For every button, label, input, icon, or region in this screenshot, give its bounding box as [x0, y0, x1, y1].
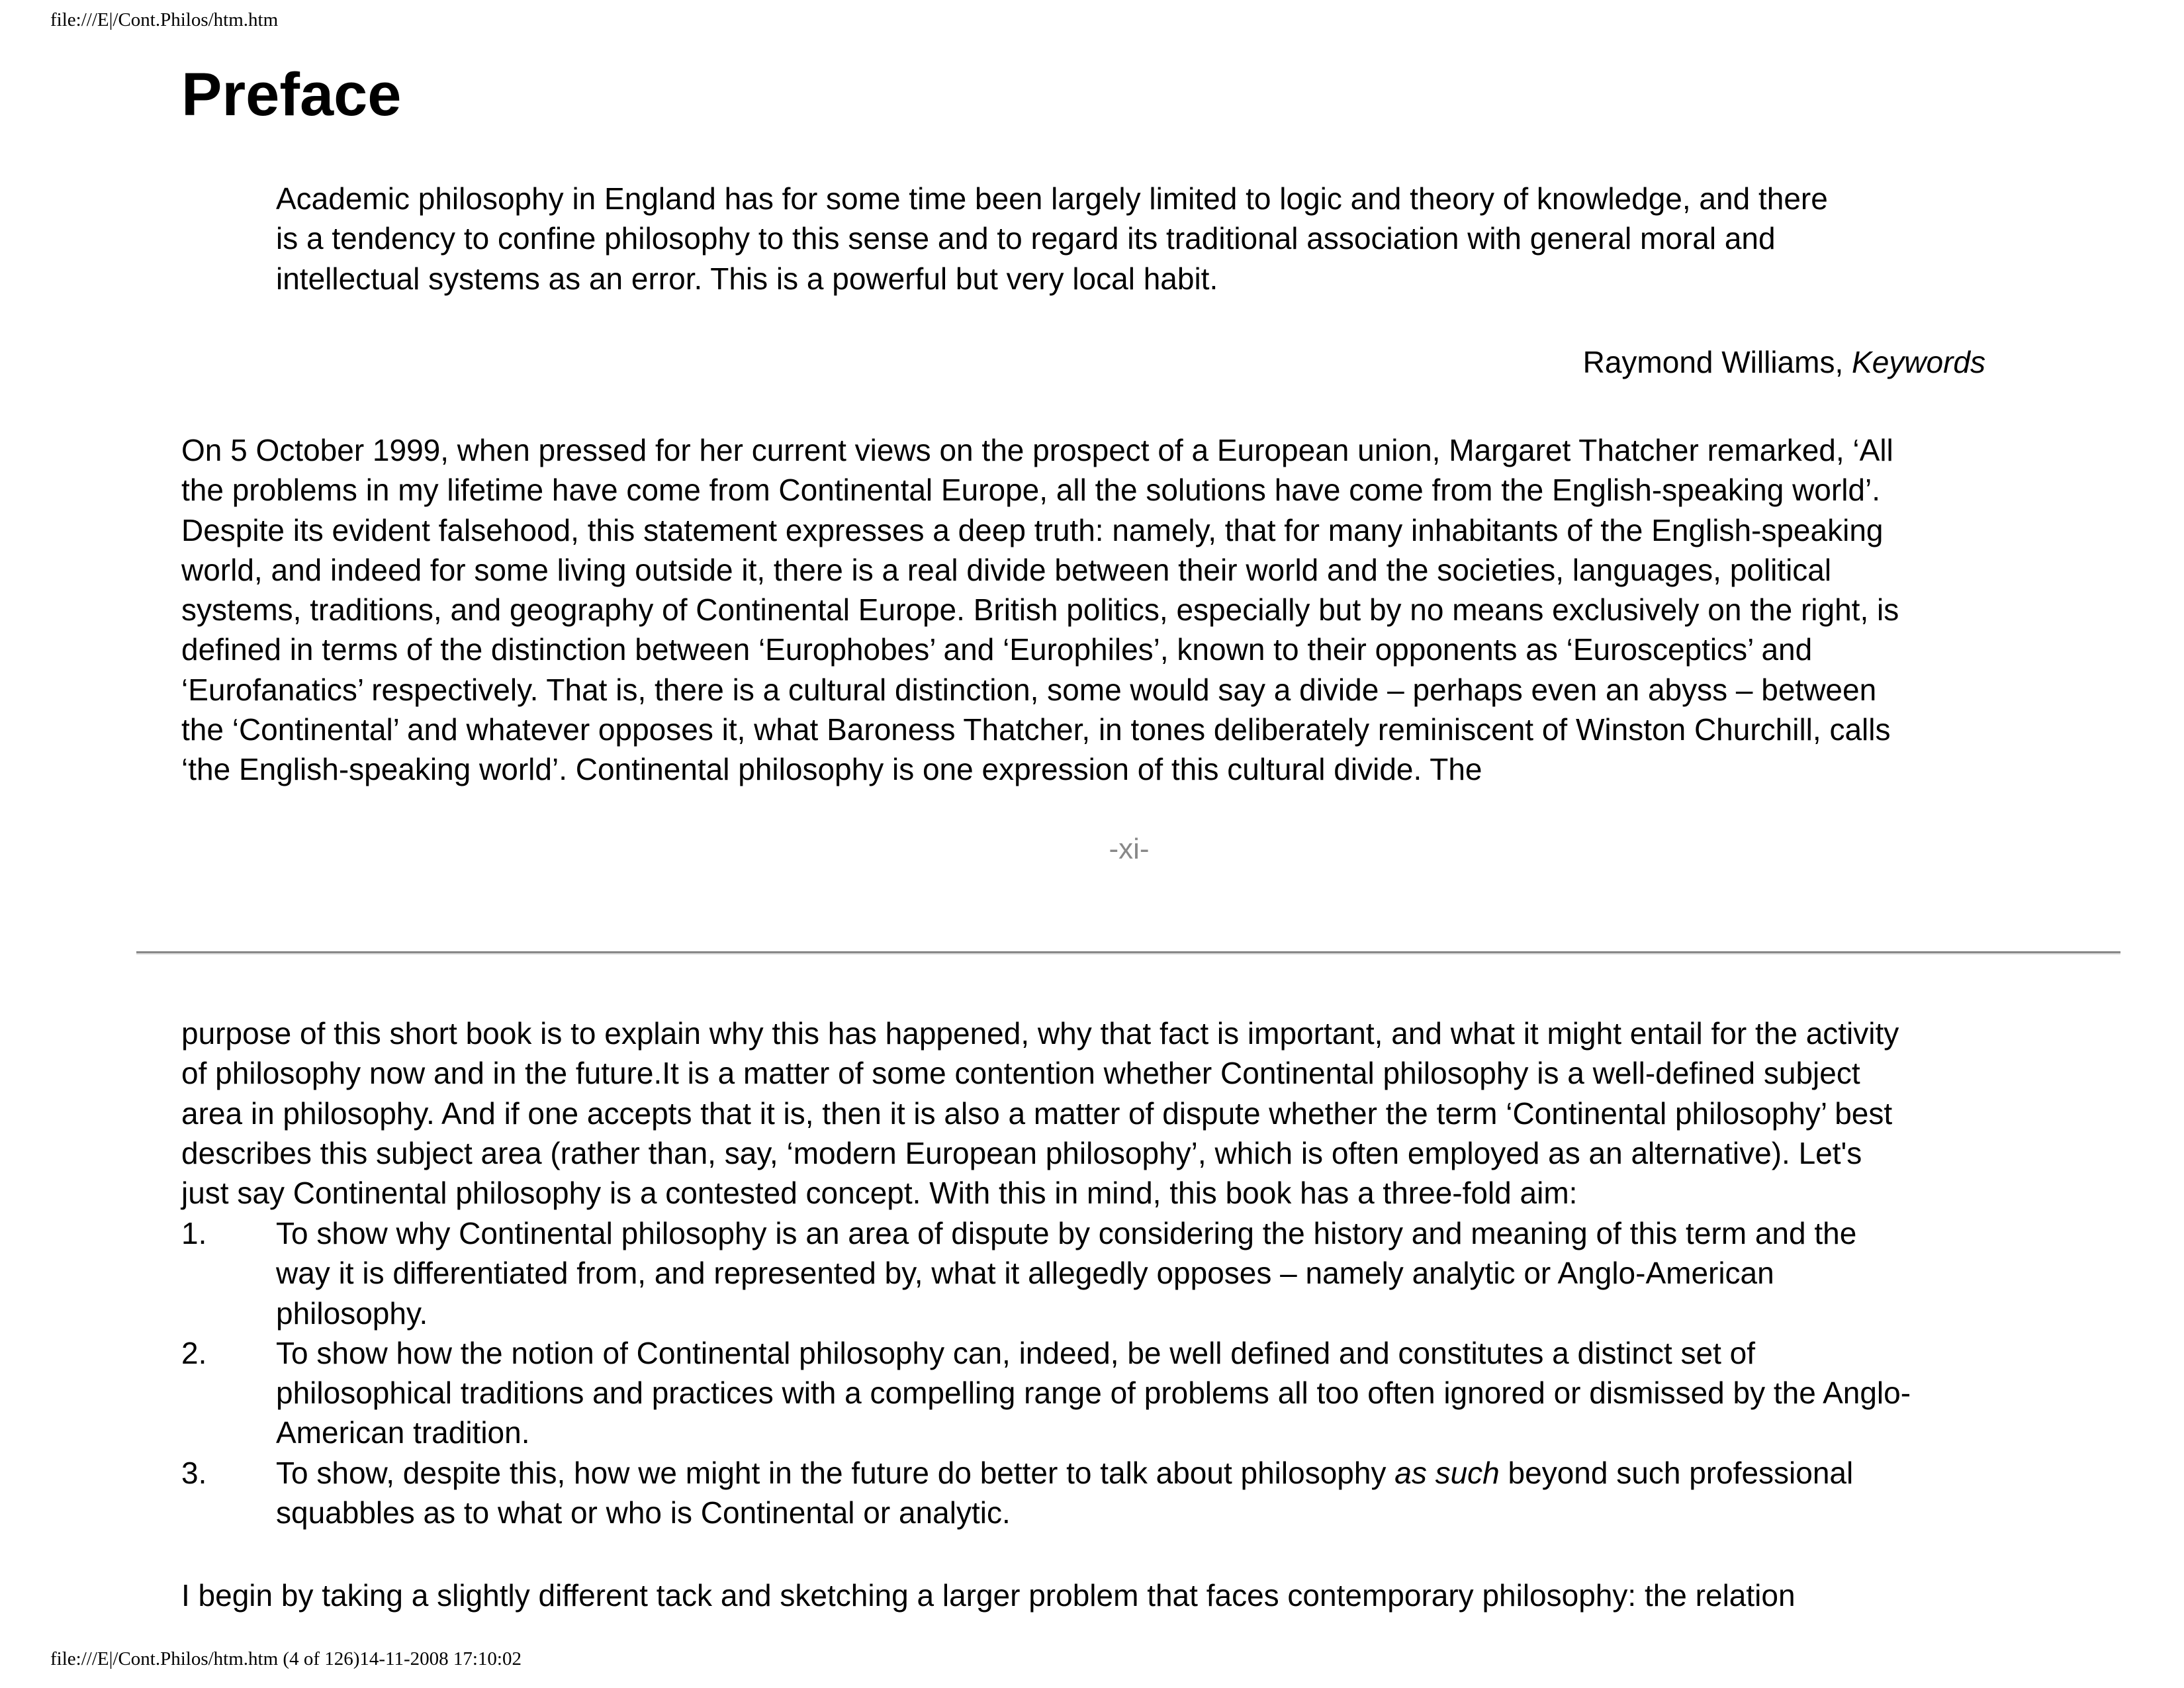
- list-number: 2.: [181, 1335, 207, 1370]
- text-line: the ‘Continental’ and whatever opposes it, what Baroness Thatcher, in tones deliberately reminiscent of Winston Churchill, calls: [181, 712, 1891, 747]
- text-line: On 5 October 1999, when pressed for her current views on the prospect of a European union, Margaret Thatcher remarked, ‘All: [181, 433, 1893, 467]
- text-line: American tradition.: [276, 1415, 530, 1450]
- page-title: Preface: [181, 61, 402, 128]
- text-line: of philosophy now and in the future.It is a matter of some contention whether Continental philosophy is a well-defined subject: [181, 1056, 1860, 1091]
- text-line: squabbles as to what or who is Continental or analytic.: [276, 1495, 1011, 1530]
- list-number: 1.: [181, 1216, 207, 1250]
- text-line: just say Continental philosophy is a contested concept. With this in mind, this book has a three-fold aim:: [181, 1176, 1578, 1211]
- paragraph-2: [181, 1013, 1899, 1213]
- list-item: [181, 1333, 1911, 1453]
- text-line: philosophical traditions and practices with a compelling range of problems all too often ignored or dismissed by the Anglo-: [276, 1376, 1911, 1411]
- page-number: -xi-: [1109, 833, 1150, 865]
- paragraph-3: [181, 1575, 1796, 1615]
- emphasis: as such: [1394, 1455, 1500, 1490]
- text-line: philosophy.: [276, 1295, 428, 1331]
- text-line: [276, 1453, 1911, 1493]
- epigraph-attribution: [1583, 344, 1985, 380]
- page-footer: file:///E|/Cont.Philos/htm.htm (4 of 126)14-11-2008 17:10:02: [50, 1648, 522, 1669]
- page-header-path: file:///E|/Cont.Philos/htm.htm: [50, 9, 279, 30]
- text-line: area in philosophy. And if one accepts that it is, then it is also a matter of dispute whether the term ‘Continental philosophy’ best: [181, 1096, 1893, 1131]
- epigraph-line: Academic philosophy in England has for some time been largely limited to logic and theory of knowledge, and there: [276, 181, 1828, 216]
- epigraph-work: Keywords: [1852, 345, 1985, 379]
- list-number: 3.: [181, 1455, 207, 1490]
- list-item: [181, 1213, 1911, 1333]
- text-line: To show why Continental philosophy is an area of dispute by considering the history and meaning of this term and the: [276, 1216, 1857, 1250]
- text-line: systems, traditions, and geography of Continental Europe. British politics, especially but by no means exclusively on the right, is: [181, 592, 1899, 628]
- text-line: way it is differentiated from, and represented by, what it allegedly opposes – namely analytic or Anglo-American: [276, 1256, 1774, 1291]
- text-line: ‘Eurofanatics’ respectively. That is, there is a cultural distinction, some would say a divide – perhaps even an abyss – between: [181, 672, 1877, 707]
- text-line: describes this subject area (rather than, say, ‘modern European philosophy’, which is often employed as an alternative). Let's: [181, 1135, 1862, 1170]
- text-line: the problems in my lifetime have come from Continental Europe, all the solutions have come from the English-speaking world’.: [181, 473, 1881, 508]
- epigraph-line: intellectual systems as an error. This is a powerful but very local habit.: [276, 261, 1218, 296]
- text-run: To show, despite this, how we might in the future do better to talk about philosophy: [276, 1455, 1395, 1490]
- text-line: purpose of this short book is to explain why this has happened, why that fact is important, and what it might entail for the activity: [181, 1016, 1899, 1051]
- page-divider: [136, 951, 2120, 955]
- epigraph-line: is a tendency to confine philosophy to this sense and to regard its traditional association with general moral and: [276, 221, 1776, 256]
- text-line: ‘the English-speaking world’. Continental philosophy is one expression of this cultural divide. The: [181, 752, 1482, 787]
- text-line: world, and indeed for some living outside it, there is a real divide between their world and the societies, languages, political: [181, 552, 1832, 587]
- epigraph-author: Raymond Williams,: [1582, 345, 1852, 379]
- paragraph-1: [181, 430, 1899, 790]
- text-run: beyond such professional: [1499, 1455, 1854, 1490]
- list-item: [181, 1453, 1911, 1533]
- text-line: Despite its evident falsehood, this statement expresses a deep truth: namely, that for many inhabitants of the English-speaking: [181, 512, 1884, 547]
- aims-list: [181, 1213, 1911, 1532]
- text-line: I begin by taking a slightly different tack and sketching a larger problem that faces contemporary philosophy: the relation: [181, 1578, 1796, 1613]
- epigraph: [276, 179, 1828, 299]
- text-line: To show how the notion of Continental philosophy can, indeed, be well defined and constitutes a distinct set of: [276, 1335, 1755, 1370]
- text-line: defined in terms of the distinction between ‘Europhobes’ and ‘Europhiles’, known to their opponents as ‘Eurosceptics’ and: [181, 632, 1813, 667]
